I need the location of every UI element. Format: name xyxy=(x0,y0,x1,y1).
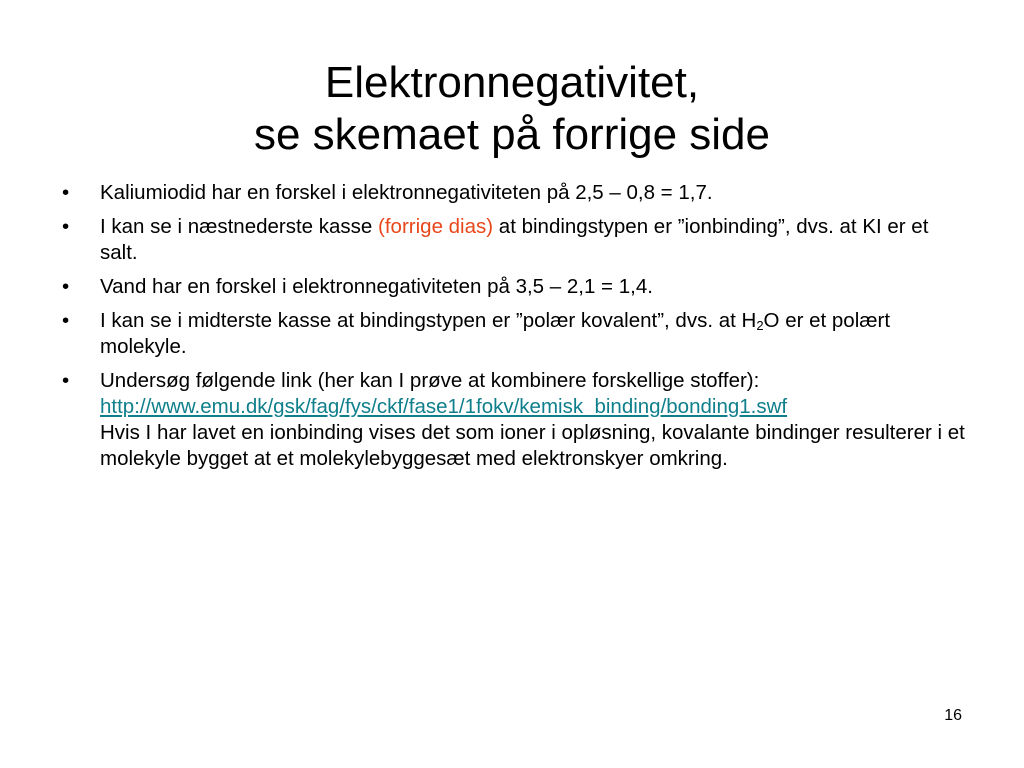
bullet-marker: • xyxy=(62,215,70,238)
emu-link[interactable]: http://www.emu.dk/gsk/fag/fys/ckf/fase1/1fokv/kemisk_binding/bonding1.swf xyxy=(100,395,788,418)
bullet-item-4 xyxy=(60,308,970,360)
bullet-text-before: I kan se i midterste kasse at bindingstypen er ”polær kovalent”, dvs. at H xyxy=(100,309,757,332)
bullet-text-outro: Hvis I har lavet en ionbinding vises det som ioner i opløsning, kovalante bindinger resulterer i et molekyle bygget at et molekylebyggesæt med elektronskyer omkring. xyxy=(100,421,965,470)
slide-title-line-1: Elektronnegativitet, xyxy=(324,58,700,108)
bullet-text-after: at bindingstypen er ”ionbinding”, dvs. at KI er et salt. xyxy=(100,215,929,264)
bullet-text-after: O er et polært molekyle. xyxy=(100,309,891,358)
bullet-list xyxy=(60,180,970,480)
highlight-text: (forrige dias) xyxy=(378,215,494,238)
page-number: 16 xyxy=(944,707,962,724)
bullet-marker: • xyxy=(62,369,70,392)
bullet-marker: • xyxy=(62,181,70,204)
bullet-marker: • xyxy=(62,275,70,298)
bullet-item-1 xyxy=(60,180,970,206)
bullet-text: Kaliumiodid har en forskel i elektronnegativiteten på 2,5 – 0,8 = 1,7. xyxy=(100,181,713,204)
bullet-item-2 xyxy=(60,214,970,266)
bullet-item-5 xyxy=(60,368,970,472)
slide-title xyxy=(60,57,964,161)
subscript-text: 2 xyxy=(756,318,764,333)
bullet-text: Vand har en forskel i elektronnegativiteten på 3,5 – 2,1 = 1,4. xyxy=(100,275,653,298)
slide-title-line-2: se skemaet på forrige side xyxy=(253,110,771,160)
bullet-item-3 xyxy=(60,274,970,300)
bullet-text-intro: Undersøg følgende link (her kan I prøve at kombinere forskellige stoffer): xyxy=(100,369,760,392)
bullet-text-before: I kan se i næstnederste kasse xyxy=(100,215,379,238)
bullet-marker: • xyxy=(62,309,70,332)
